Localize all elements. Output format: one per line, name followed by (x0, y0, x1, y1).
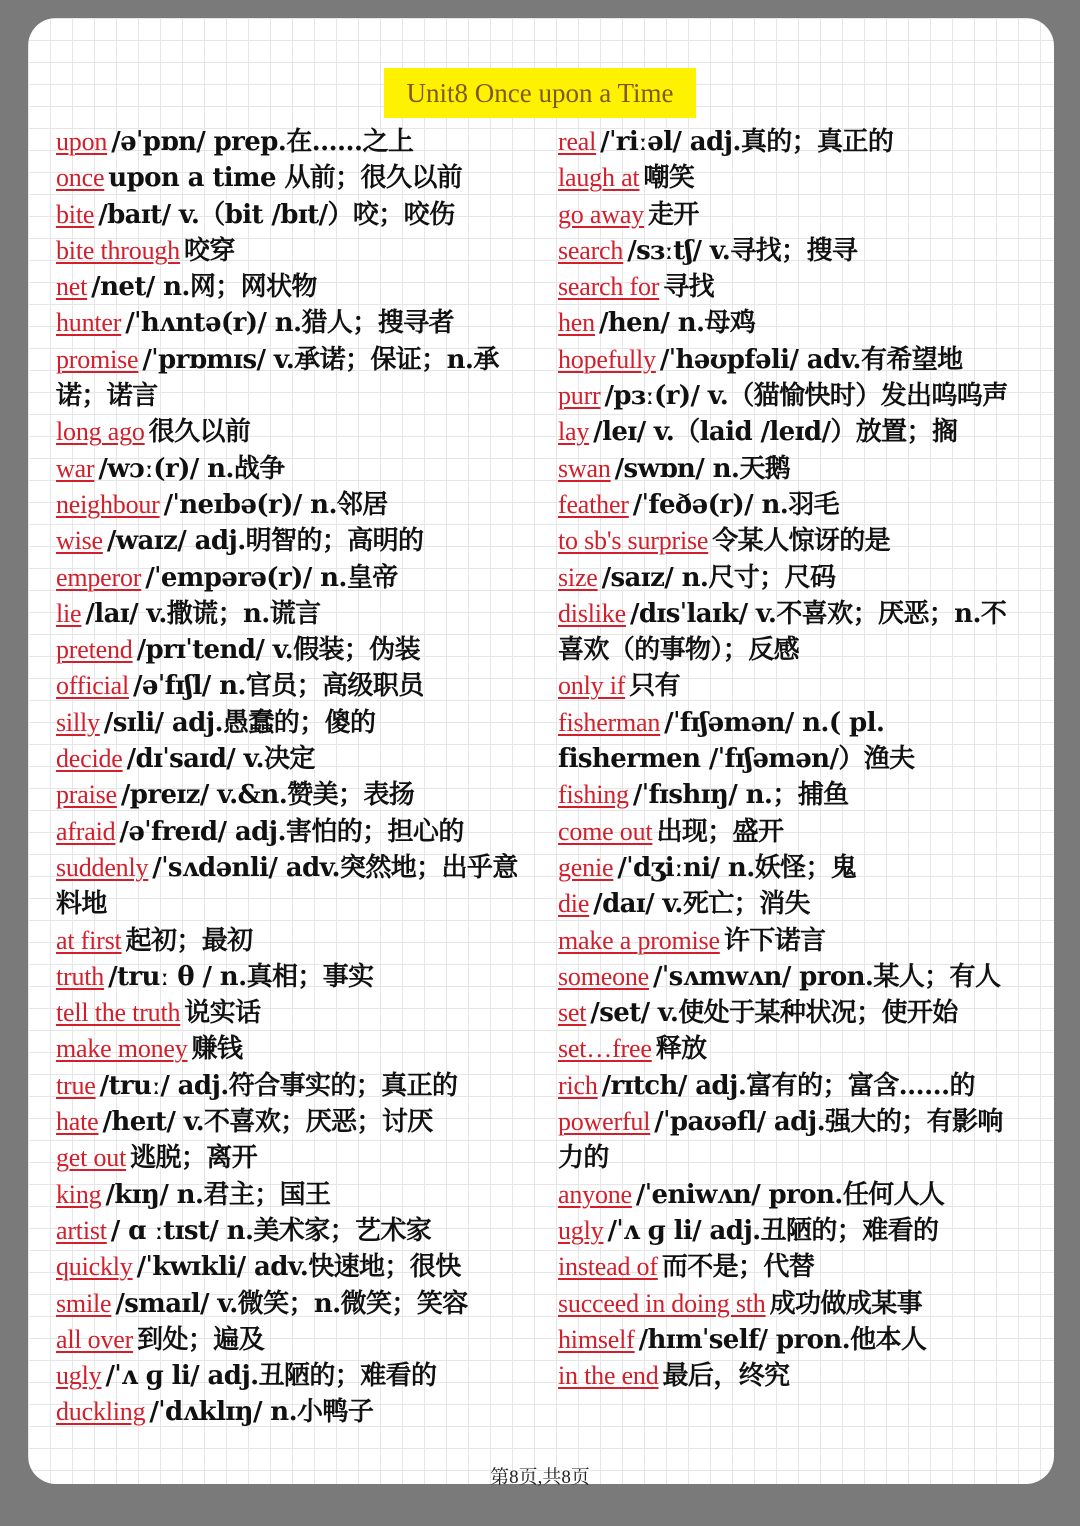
vocab-word: wise (56, 526, 103, 556)
vocab-word: rich (558, 1070, 598, 1100)
vocab-entry (56, 923, 526, 959)
vocab-definition: 令某人惊讶的是 (712, 526, 891, 557)
vocab-entry (558, 668, 1028, 704)
vocab-definition: 最后，终究 (662, 1361, 790, 1392)
vocab-definition: /əˈfɪʃl/ n.官员；高级职员 (133, 671, 424, 702)
vocab-definition: /ˈdʒiːni/ n.妖怪；鬼 (617, 852, 857, 883)
vocab-definition: /set/ v.使处于某种状况；使开始 (590, 998, 958, 1029)
vocab-definition: /truː θ / n.真相；事实 (108, 961, 374, 992)
vocab-word: upon (56, 127, 108, 156)
vocab-word: true (56, 1070, 96, 1100)
vocab-definition: /ˈsʌmwʌn/ pron.某人；有人 (653, 961, 1001, 992)
vocab-entry (558, 523, 1028, 559)
vocab-word: promise (56, 344, 139, 374)
vocab-entry (558, 850, 1028, 886)
vocab-definition: /ˈpaʊəfl/ adj.强大的；有影响力的 (558, 1107, 1003, 1174)
vocab-definition: 起初；最初 (125, 925, 253, 956)
vocab-word: lie (56, 598, 82, 628)
vocab-definition: 而不是；代替 (661, 1252, 815, 1283)
vocab-entry (558, 923, 1028, 959)
vocab-definition: 成功做成某事 (769, 1288, 922, 1319)
vocab-word: powerful (558, 1107, 651, 1137)
vocab-definition: /smaɪl/ v.微笑；n.微笑；笑容 (115, 1288, 468, 1319)
vocab-definition: /ˈhəʊpfəli/ adv.有希望地 (659, 344, 963, 375)
vocab-entry (56, 1177, 526, 1213)
vocab-word: war (56, 453, 95, 483)
vocab-word: ugly (558, 1215, 604, 1245)
vocab-definition: /preɪz/ v.&n.赞美；表扬 (120, 780, 415, 811)
vocab-entry (558, 1104, 1028, 1177)
vocab-word: pretend (56, 635, 133, 665)
vocab-word: bite (56, 199, 95, 229)
vocab-definition: /dɪˈsaɪd/ v.决定 (126, 744, 315, 775)
vocab-word: instead of (558, 1252, 658, 1282)
vocab-definition: 寻找 (663, 272, 715, 303)
vocab-definition: /prɪˈtend/ v.假装；伪装 (136, 635, 421, 666)
vocab-definition: 走开 (647, 199, 699, 230)
vocab-entry (56, 959, 526, 995)
vocab-entry (558, 305, 1028, 341)
vocab-entry (56, 1286, 526, 1322)
vocab-definition: /saɪz/ n.尺寸；尺码 (601, 562, 836, 593)
vocab-definition: 出现；盛开 (656, 816, 784, 847)
vocab-entry (558, 414, 1028, 450)
vocab-entry (558, 1031, 1028, 1067)
vocab-entry (558, 1249, 1028, 1285)
vocab-definition: /pɜː(r)/ v.（猫愉快时）发出呜呜声 (604, 381, 1008, 412)
vocab-definition: /ˈdʌklɪŋ/ n.小鸭子 (149, 1397, 374, 1428)
vocab-word: dislike (558, 598, 626, 628)
vocab-entry (558, 1068, 1028, 1104)
vocab-definition: /dɪsˈlaɪk/ v.不喜欢；厌恶；n.不喜欢（的事物）；反感 (558, 598, 1007, 666)
vocab-definition: /heɪt/ v.不喜欢；厌恶；讨厌 (102, 1107, 433, 1138)
vocab-word: tell the truth (56, 998, 181, 1028)
vocab-entry (56, 705, 526, 741)
vocab-entry (558, 560, 1028, 596)
vocab-entry (56, 233, 526, 269)
vocab-entry (558, 160, 1028, 196)
vocab-word: go away (558, 199, 644, 229)
vocab-definition: 赚钱 (191, 1034, 243, 1065)
vocab-word: praise (56, 780, 117, 810)
vocab-entry (56, 850, 526, 923)
vocab-definition: /swɒn/ n.天鹅 (614, 453, 791, 484)
vocab-word: once (56, 163, 105, 193)
vocab-word: official (56, 671, 129, 701)
vocab-entry (56, 741, 526, 777)
vocab-word: die (558, 889, 590, 919)
vocab-entry (56, 632, 526, 668)
vocab-word: anyone (558, 1179, 632, 1209)
vocab-definition: /ˈʌ ɡ li/ adj.丑陋的；难看的 (607, 1215, 939, 1246)
vocab-entry (56, 777, 526, 813)
vocab-entry (56, 487, 526, 523)
vocab-word: swan (558, 453, 611, 483)
vocab-word: search for (558, 272, 660, 302)
vocab-definition: /ˈeniwʌn/ pron.任何人人 (635, 1179, 945, 1210)
vocab-definition: 释放 (655, 1034, 707, 1065)
vocab-definition: /ˈempərə(r)/ n.皇帝 (145, 562, 398, 593)
vocab-word: silly (56, 707, 100, 737)
vocab-word: artist (56, 1215, 107, 1245)
vocab-definition: /waɪz/ adj.明智的；高明的 (106, 526, 424, 557)
vocab-word: search (558, 235, 624, 265)
vocab-entry (558, 342, 1028, 378)
vocab-word: afraid (56, 816, 116, 846)
vocab-entry (56, 523, 526, 559)
vocab-definition: upon a time 从前；很久以前 (108, 163, 463, 194)
vocab-word: in the end (558, 1361, 659, 1391)
vocab-definition: /laɪ/ v.撒谎；n.谎言 (85, 598, 321, 629)
vocab-word: ugly (56, 1361, 102, 1391)
vocab-entry (558, 269, 1028, 305)
vocab-word: long ago (56, 417, 145, 447)
vocab-definition: /ˈprɒmɪs/ v.承诺；保证；n.承诺；诺言 (56, 344, 499, 412)
vocab-word: hunter (56, 308, 122, 338)
vocab-entry (558, 197, 1028, 233)
vocab-entry (558, 1177, 1028, 1213)
vocab-entry (558, 596, 1028, 669)
vocab-word: to sb's surprise (558, 526, 709, 556)
vocab-definition: /ˈʌ ɡ li/ adj.丑陋的；难看的 (105, 1361, 437, 1392)
vocab-entry (558, 1286, 1028, 1322)
vocab-word: someone (558, 961, 650, 991)
vocab-word: quickly (56, 1252, 133, 1282)
vocab-entry (56, 160, 526, 196)
vocab-entry (56, 1031, 526, 1067)
vocab-entry (558, 1358, 1028, 1394)
vocab-word: hen (558, 308, 595, 338)
vocab-word: suddenly (56, 852, 149, 882)
page-title: Unit8 Once upon a Time (384, 68, 696, 118)
vocab-definition: /ˈfɪshɪŋ/ n.；捕鱼 (632, 780, 849, 811)
vocab-word: smile (56, 1288, 112, 1318)
vocab-word: emperor (56, 562, 142, 592)
vocab-entry (56, 596, 526, 632)
vocab-word: feather (558, 489, 629, 519)
vocab-entry (56, 1213, 526, 1249)
vocab-definition: 只有 (629, 671, 681, 702)
vocab-word: set (558, 998, 587, 1028)
vocab-entry (558, 814, 1028, 850)
vocab-word: only if (558, 671, 626, 701)
vocab-definition: /hɪmˈself/ pron.他本人 (638, 1324, 927, 1355)
vocab-entry (56, 451, 526, 487)
vocab-definition: /ˈfɪʃəmən/ n.( pl. fishermen /ˈfɪʃəmən/）渔夫 (558, 707, 915, 775)
vocab-entry (56, 814, 526, 850)
vocab-word: make money (56, 1034, 188, 1064)
vocab-word: lay (558, 417, 590, 447)
vocab-entry (56, 1249, 526, 1285)
vocab-entry (558, 1322, 1028, 1358)
vocab-word: bite through (56, 235, 180, 265)
vocabulary-column-right (558, 124, 1028, 1394)
vocab-entry (56, 269, 526, 305)
vocab-word: himself (558, 1324, 635, 1354)
vocab-word: come out (558, 816, 653, 846)
vocab-word: purr (558, 381, 601, 411)
vocab-entry (558, 124, 1028, 160)
vocab-word: all over (56, 1324, 134, 1354)
vocab-definition: /sɜːtʃ/ v.寻找；搜寻 (627, 235, 858, 266)
vocab-word: king (56, 1179, 102, 1209)
vocab-word: decide (56, 744, 123, 774)
vocab-word: make a promise (558, 925, 720, 955)
vocab-word: real (558, 127, 597, 156)
vocab-word: get out (56, 1143, 127, 1173)
vocab-definition: /ˈsʌdənli/ adv.突然地；出乎意料地 (56, 852, 518, 920)
vocab-entry (56, 1104, 526, 1140)
vocab-word: fisherman (558, 707, 661, 737)
vocab-word: at first (56, 925, 122, 955)
vocab-entry (56, 305, 526, 341)
vocab-entry (56, 1140, 526, 1176)
vocab-definition: 嘲笑 (643, 163, 695, 194)
vocab-entry (56, 342, 526, 415)
vocab-definition: /ˈhʌntə(r)/ n.猎人；搜寻者 (125, 308, 454, 339)
vocab-entry (56, 1358, 526, 1394)
vocab-entry (56, 1394, 526, 1430)
vocab-definition: /daɪ/ v.死亡；消失 (593, 889, 810, 920)
vocab-definition: /ˈfeðə(r)/ n.羽毛 (632, 489, 840, 520)
vocab-entry (558, 886, 1028, 922)
vocab-entry (558, 995, 1028, 1031)
vocab-word: size (558, 562, 598, 592)
vocab-definition: 很久以前 (148, 417, 251, 448)
page-footer: 第8页,共8页 (490, 1467, 590, 1488)
vocab-definition: 逃脱；离开 (130, 1143, 258, 1174)
vocab-word: neighbour (56, 489, 160, 519)
vocab-entry (558, 451, 1028, 487)
vocab-definition: /net/ n.网；网状物 (91, 272, 317, 303)
vocab-definition: /ˈriːəl/ adj.真的；真正的 (600, 127, 894, 157)
vocab-definition: /sɪli/ adj.愚蠢的；傻的 (103, 707, 376, 738)
vocab-definition: 许下诺言 (723, 925, 826, 956)
vocabulary-column-left (56, 124, 526, 1431)
vocab-entry (56, 124, 526, 160)
vocab-word: succeed in doing sth (558, 1288, 766, 1318)
vocab-definition: /ˈkwɪkli/ adv.快速地；很快 (136, 1252, 461, 1283)
vocab-definition: /əˈfreɪd/ adj.害怕的；担心的 (119, 816, 464, 847)
vocab-definition: /rɪtch/ adj.富有的；富含……的 (601, 1070, 975, 1101)
vocab-entry (558, 233, 1028, 269)
vocab-definition: /baɪt/ v.（bit /bɪt/）咬；咬伤 (98, 199, 455, 230)
vocab-entry (558, 959, 1028, 995)
vocab-definition: /leɪ/ v.（laid /leɪd/）放置；搁 (593, 417, 958, 448)
vocab-entry (558, 777, 1028, 813)
vocab-entry (56, 995, 526, 1031)
vocab-entry (558, 705, 1028, 778)
vocab-entry (56, 1322, 526, 1358)
vocab-word: laugh at (558, 163, 640, 193)
vocab-entry (56, 197, 526, 233)
vocab-entry (558, 378, 1028, 414)
vocab-word: duckling (56, 1397, 146, 1427)
vocab-entry (558, 1213, 1028, 1249)
vocab-definition: /truː/ adj.符合事实的；真正的 (99, 1070, 458, 1101)
vocab-definition: /əˈpɒn/ prep.在……之上 (111, 127, 414, 157)
vocab-definition: 到处；遍及 (137, 1324, 265, 1355)
vocab-word: hate (56, 1107, 99, 1137)
vocab-entry (56, 1068, 526, 1104)
vocab-entry (558, 487, 1028, 523)
vocab-definition: /wɔː(r)/ n.战争 (98, 453, 285, 484)
vocab-word: genie (558, 852, 614, 882)
vocab-definition: /ˈneɪbə(r)/ n.邻居 (163, 489, 388, 520)
vocab-entry (56, 414, 526, 450)
vocab-definition: 咬穿 (183, 235, 235, 266)
vocab-entry (56, 668, 526, 704)
vocab-definition: /hen/ n.母鸡 (598, 308, 756, 339)
vocab-definition: 说实话 (184, 998, 261, 1029)
vocab-word: hopefully (558, 344, 656, 374)
vocab-entry (56, 560, 526, 596)
vocab-word: fishing (558, 780, 629, 810)
vocab-word: net (56, 272, 88, 302)
vocab-word: set…free (558, 1034, 652, 1064)
vocab-definition: /kɪŋ/ n.君主；国王 (105, 1179, 331, 1210)
vocab-word: truth (56, 961, 105, 991)
vocab-definition: / ɑ ːtɪst/ n.美术家；艺术家 (110, 1215, 432, 1246)
